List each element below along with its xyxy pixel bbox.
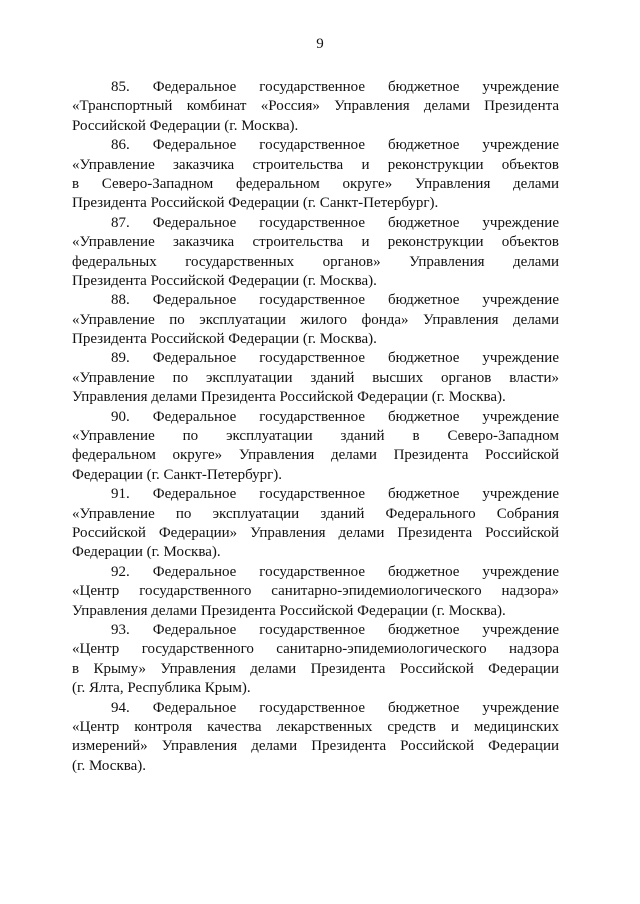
text-line: в Северо-Западном федеральном округе» Управления делами (72, 175, 559, 192)
text-line: в Крыму» Управления делами Президента Российской Федерации (72, 660, 559, 677)
page-number: 9 (316, 36, 324, 52)
text-line: (г. Москва). (72, 757, 147, 774)
list-item-paragraph (72, 214, 559, 292)
text-line: «Управление по эксплуатации жилого фонда» Управления делами (72, 311, 559, 328)
text-line: Президента Российской Федерации (г. Москва). (72, 331, 377, 348)
text-line: измерений» Управления делами Президента Российской Федерации (72, 738, 559, 755)
text-line: «Транспортный комбинат «Россия» Управления делами Президента (72, 98, 559, 115)
text-line: 86. Федеральное государственное бюджетное учреждение (111, 137, 559, 154)
list-item-paragraph (72, 563, 559, 621)
text-line: 85. Федеральное государственное бюджетное учреждение (111, 79, 559, 95)
text-line: (г. Ялта, Республика Крым). (72, 680, 251, 697)
text-line: «Управление по эксплуатации зданий высших органов власти» (72, 369, 559, 386)
text-line: Российской Федерации» Управления делами Президента Российской (72, 524, 559, 541)
text-line: «Управление заказчика строительства и реконструкции объектов (72, 234, 559, 251)
list-item-paragraph (72, 621, 559, 699)
list-item-paragraph (72, 291, 559, 349)
list-item-paragraph (72, 408, 559, 486)
text-line: федеральном округе» Управления делами Президента Российской (72, 447, 559, 464)
text-line: «Центр государственного санитарно-эпидемиологического надзора» (72, 583, 559, 600)
text-line: 89. Федеральное государственное бюджетное учреждение (111, 350, 559, 367)
text-line: 92. Федеральное государственное бюджетное учреждение (111, 563, 559, 580)
text-line: федеральных государственных органов» Управления делами (72, 253, 559, 270)
text-line: «Управление по эксплуатации зданий Федерального Собрания (72, 505, 559, 522)
text-line: Управления делами Президента Российской Федерации (г. Москва). (72, 602, 506, 619)
list-item-paragraph (72, 349, 559, 407)
text-line: «Центр контроля качества лекарственных средств и медицинских (72, 718, 559, 735)
list-item-paragraph (72, 78, 559, 136)
text-line: Президента Российской Федерации (г. Санкт-Петербург). (72, 195, 439, 212)
document-body (72, 78, 559, 776)
text-line: Федерации (г. Москва). (72, 544, 221, 561)
text-line: «Управление заказчика строительства и реконструкции объектов (72, 156, 559, 173)
text-line: 94. Федеральное государственное бюджетное учреждение (111, 699, 559, 716)
text-line: 93. Федеральное государственное бюджетное учреждение (111, 621, 559, 638)
text-line: 90. Федеральное государственное бюджетное учреждение (111, 408, 559, 425)
list-item-paragraph (72, 699, 559, 777)
text-line: 91. Федеральное государственное бюджетное учреждение (111, 486, 559, 503)
list-item-paragraph (72, 136, 559, 214)
list-item-paragraph (72, 485, 559, 563)
text-line: 88. Федеральное государственное бюджетное учреждение (111, 292, 559, 309)
text-line: «Управление по эксплуатации зданий в Северо-Западном (72, 428, 559, 445)
text-line: Российской Федерации (г. Москва). (72, 117, 299, 134)
text-line: Управления делами Президента Российской Федерации (г. Москва). (72, 389, 506, 406)
text-line: Президента Российской Федерации (г. Москва). (72, 272, 377, 289)
text-line: Федерации (г. Санкт-Петербург). (72, 466, 283, 483)
text-line: 87. Федеральное государственное бюджетное учреждение (111, 214, 559, 231)
text-line: «Центр государственного санитарно-эпидемиологического надзора (72, 641, 559, 658)
